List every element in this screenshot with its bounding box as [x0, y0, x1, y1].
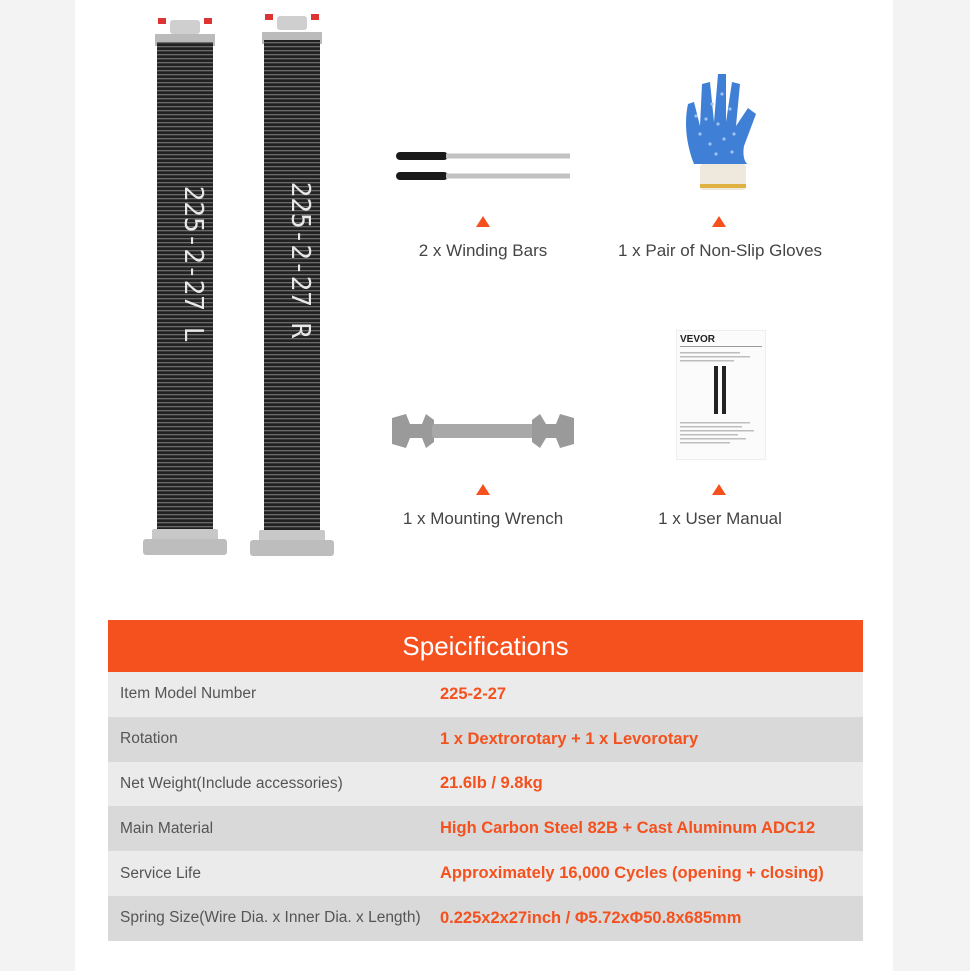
- specifications-table: [108, 620, 863, 941]
- wrench-icon: [388, 410, 578, 452]
- gloves-icon: [672, 64, 772, 194]
- spec-value: 0.225x2x27inch / Φ5.72xΦ50.8x685mm: [440, 908, 742, 927]
- spec-key: Spring Size(Wire Dia. x Inner Dia. x Length): [120, 909, 421, 927]
- accessory-label-manual: 1 x User Manual: [658, 509, 782, 528]
- spec-value: 21.6lb / 9.8kg: [440, 774, 543, 793]
- spring-marking: 225-2-27 L: [178, 185, 208, 343]
- spec-value: 225-2-27: [440, 684, 507, 703]
- spec-key: Service Life: [120, 864, 201, 882]
- pointer-triangle-icon: [476, 484, 490, 495]
- spring-left-image: [140, 14, 230, 564]
- pointer-triangle-icon: [476, 216, 490, 227]
- spec-row: [108, 806, 863, 851]
- spec-row: [108, 762, 863, 807]
- user-manual-icon: [676, 330, 766, 460]
- specifications-title: Speicifications: [108, 620, 863, 672]
- spec-value: Approximately 16,000 Cycles (opening + closing): [440, 864, 824, 883]
- spec-row: [108, 672, 863, 717]
- accessory-label-winding-bars: 2 x Winding Bars: [418, 241, 548, 260]
- pointer-triangle-icon: [712, 484, 726, 495]
- spec-row: [108, 896, 863, 941]
- winding-bars-icon: [392, 148, 574, 188]
- manual-brand: VEVOR: [680, 334, 716, 345]
- spec-key: Item Model Number: [120, 685, 257, 703]
- spec-key: Net Weight(Include accessories): [120, 774, 343, 792]
- spec-key: Main Material: [120, 819, 214, 837]
- spec-value: High Carbon Steel 82B + Cast Aluminum ADC12: [440, 819, 816, 838]
- spec-row: [108, 851, 863, 896]
- pointer-triangle-icon: [712, 216, 726, 227]
- spring-marking: 225-2-27 R: [285, 181, 315, 339]
- accessory-label-wrench: 1 x Mounting Wrench: [402, 509, 564, 528]
- spec-value: 1 x Dextrorotary + 1 x Levorotary: [440, 729, 699, 748]
- spring-right-image: [247, 10, 337, 565]
- spec-row: [108, 717, 863, 762]
- spec-key: Rotation: [120, 730, 178, 748]
- accessory-label-gloves: 1 x Pair of Non-Slip Gloves: [617, 241, 823, 260]
